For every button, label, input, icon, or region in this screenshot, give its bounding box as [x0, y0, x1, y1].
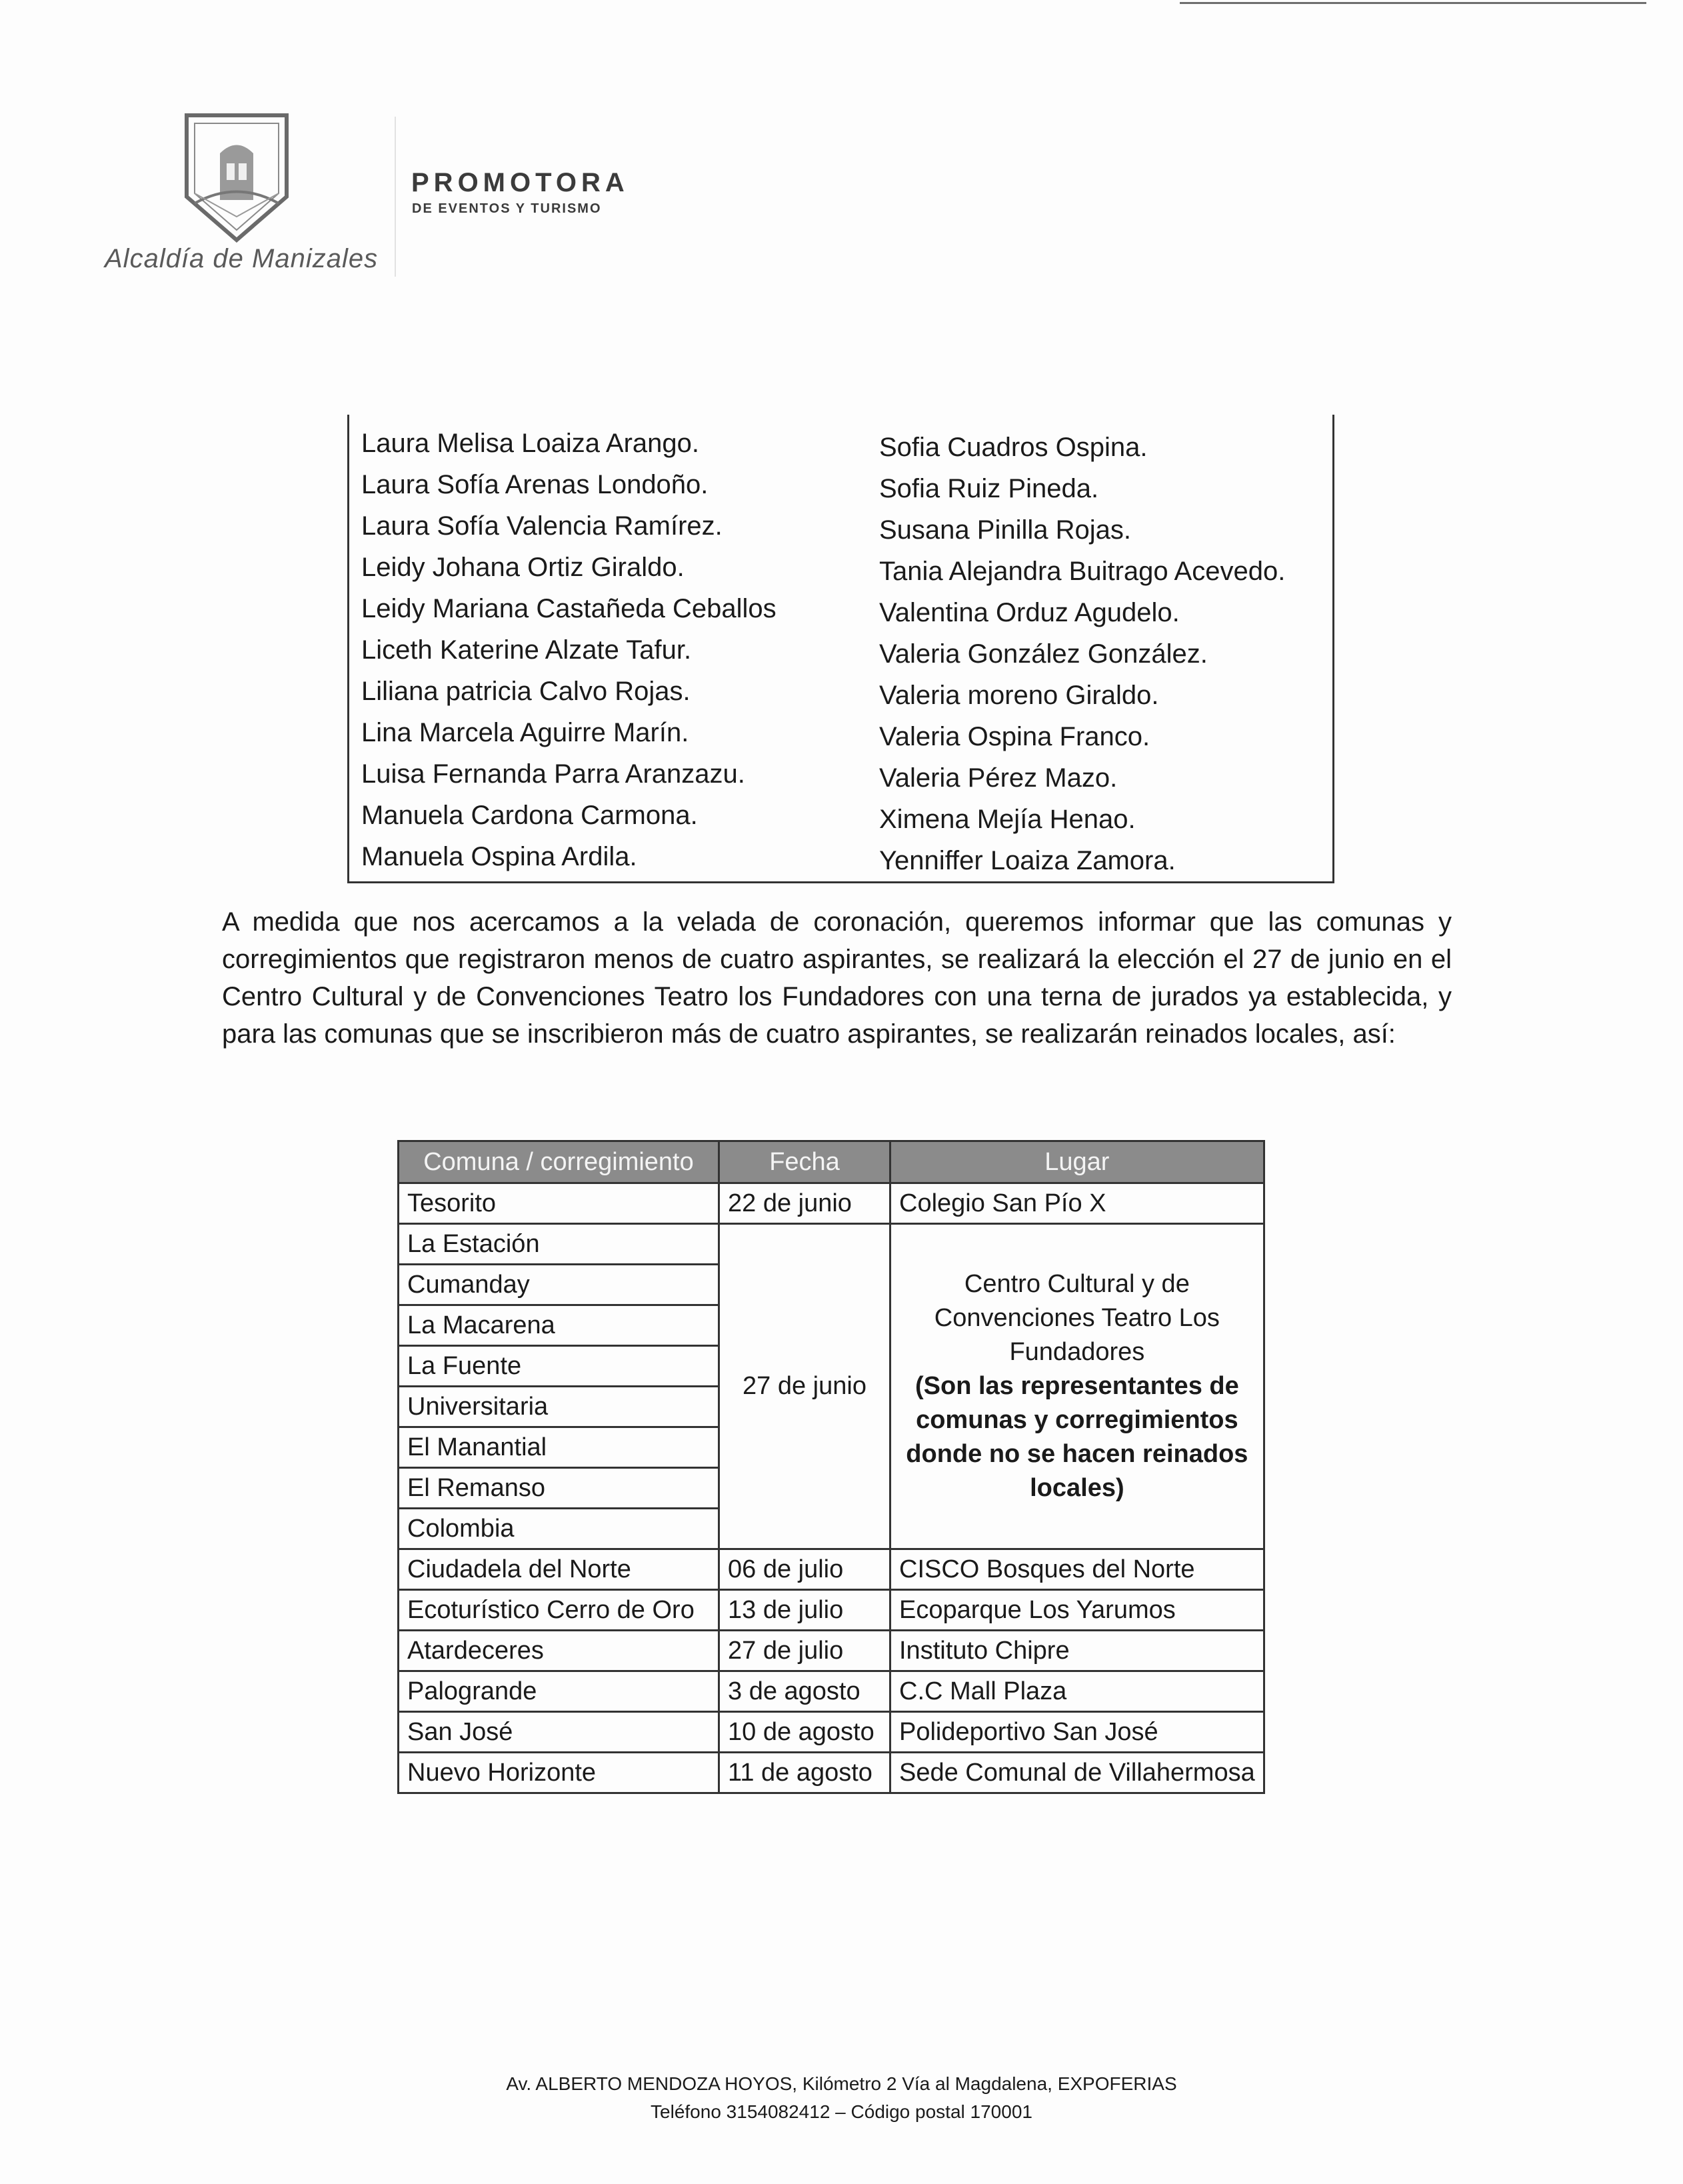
cell-comuna: Ecoturístico Cerro de Oro: [399, 1590, 719, 1631]
cell-fecha: 10 de agosto: [719, 1712, 890, 1753]
cell-comuna: Cumanday: [399, 1265, 719, 1305]
table-row: [399, 1671, 1264, 1712]
footer-contact: Teléfono 3154082412 – Código postal 170001: [651, 2101, 1032, 2122]
candidate-name: Laura Sofía Arenas Londoño.: [361, 470, 709, 499]
cell-comuna: Colombia: [399, 1509, 719, 1549]
table-row: [399, 1631, 1264, 1671]
candidate-name: Sofia Ruiz Pineda.: [879, 474, 1099, 503]
cell-lugar: Instituto Chipre: [890, 1631, 1264, 1671]
candidate-name: Valeria moreno Giraldo.: [879, 681, 1159, 710]
cell-comuna: La Fuente: [399, 1346, 719, 1387]
cell-fecha: 11 de agosto: [719, 1753, 890, 1793]
cell-fecha: 3 de agosto: [719, 1671, 890, 1712]
cell-comuna: Universitaria: [399, 1387, 719, 1427]
candidate-name: Yenniffer Loaiza Zamora.: [879, 846, 1176, 875]
candidate-name: Lina Marcela Aguirre Marín.: [361, 718, 689, 747]
cell-fecha: 22 de junio: [719, 1183, 890, 1224]
table-row: [399, 1590, 1264, 1631]
candidate-name: Susana Pinilla Rojas.: [879, 515, 1131, 545]
candidate-name: Liliana patricia Calvo Rojas.: [361, 677, 691, 706]
cell-fecha: 13 de julio: [719, 1590, 890, 1631]
cell-lugar: Polideportivo San José: [890, 1712, 1264, 1753]
candidate-name: Sofia Cuadros Ospina.: [879, 433, 1148, 462]
table-row: [399, 1753, 1264, 1793]
schedule-table: [397, 1140, 1265, 1794]
cell-comuna: Tesorito: [399, 1183, 719, 1224]
candidate-name: Manuela Cardona Carmona.: [361, 801, 698, 830]
candidate-name: Liceth Katerine Alzate Tafur.: [361, 635, 692, 665]
footer-address: Av. ALBERTO MENDOZA HOYOS, Kilómetro 2 Vía al Magdalena, EXPOFERIAS: [506, 2073, 1177, 2094]
candidate-name: Luisa Fernanda Parra Aranzazu.: [361, 759, 745, 789]
candidate-name: Tania Alejandra Buitrago Acevedo.: [879, 557, 1286, 586]
cell-comuna: San José: [399, 1712, 719, 1753]
top-border-line: [1180, 2, 1646, 4]
candidate-name: Valentina Orduz Agudelo.: [879, 598, 1180, 627]
names-right-column: [879, 427, 1285, 881]
cell-comuna: El Manantial: [399, 1427, 719, 1468]
header-comuna: Comuna / corregimiento: [399, 1141, 719, 1183]
cell-comuna: Ciudadela del Norte: [399, 1549, 719, 1590]
org-title: PROMOTORA: [411, 168, 629, 197]
cell-comuna: Atardeceres: [399, 1631, 719, 1671]
cell-fecha: 27 de julio: [719, 1631, 890, 1671]
cell-lugar: C.C Mall Plaza: [890, 1671, 1264, 1712]
candidate-name: Laura Melisa Loaiza Arango.: [361, 429, 699, 458]
table-header-row: [399, 1141, 1264, 1183]
table-row: [399, 1712, 1264, 1753]
cell-comuna: El Remanso: [399, 1468, 719, 1509]
org-subtitle: DE EVENTOS Y TURISMO: [412, 201, 602, 216]
cell-lugar: Colegio San Pío X: [890, 1183, 1264, 1224]
candidate-name: Valeria González González.: [879, 639, 1208, 669]
candidate-name: Manuela Ospina Ardila.: [361, 842, 637, 871]
cell-comuna: Nuevo Horizonte: [399, 1753, 719, 1793]
candidate-name: Valeria Ospina Franco.: [879, 722, 1150, 751]
lugar-venue: Centro Cultural y de Convenciones Teatro Los Fundadores: [934, 1270, 1220, 1366]
table-row: [399, 1549, 1264, 1590]
table-row: [399, 1183, 1264, 1224]
candidate-name: Valeria Pérez Mazo.: [879, 763, 1118, 793]
table-row: [399, 1224, 1264, 1265]
cell-lugar-merged: [890, 1224, 1264, 1549]
names-left-column: [361, 423, 777, 877]
cell-fecha-merged: 27 de junio: [719, 1224, 890, 1549]
candidate-name: Leidy Mariana Castañeda Ceballos: [361, 594, 777, 623]
cell-fecha: 06 de julio: [719, 1549, 890, 1590]
candidates-names-box: [347, 415, 1334, 883]
header-fecha: Fecha: [719, 1141, 890, 1183]
cell-comuna: La Macarena: [399, 1305, 719, 1346]
candidate-name: Laura Sofía Valencia Ramírez.: [361, 511, 723, 541]
lugar-note: (Son las representantes de comunas y corregimientos donde no se hacen reinados locales): [906, 1372, 1248, 1502]
city-shield-logo: [180, 110, 293, 247]
candidate-name: Ximena Mejía Henao.: [879, 805, 1136, 834]
info-paragraph: A medida que nos acercamos a la velada de coronación, queremos informar que las comunas y corregimientos que registraron menos de cuatro aspirantes, se realizará la elección el 27 de junio en el Centro Cultural y de Convenciones Teatro los Fundadores con una terna de jurados ya establecida, y para las comunas que se inscribieron más de cuatro aspirantes, se realizarán reinados locales, así:: [222, 907, 1452, 1049]
cell-comuna: La Estación: [399, 1224, 719, 1265]
candidate-name: Leidy Johana Ortiz Giraldo.: [361, 553, 685, 582]
cell-lugar: CISCO Bosques del Norte: [890, 1549, 1264, 1590]
header-lugar: Lugar: [890, 1141, 1264, 1183]
schedule-table-body: [399, 1183, 1264, 1793]
header-divider: [395, 117, 396, 277]
cell-lugar: Sede Comunal de Villahermosa: [890, 1753, 1264, 1793]
city-name: Alcaldía de Manizales: [105, 244, 379, 273]
cell-comuna: Palogrande: [399, 1671, 719, 1712]
cell-lugar: Ecoparque Los Yarumos: [890, 1590, 1264, 1631]
